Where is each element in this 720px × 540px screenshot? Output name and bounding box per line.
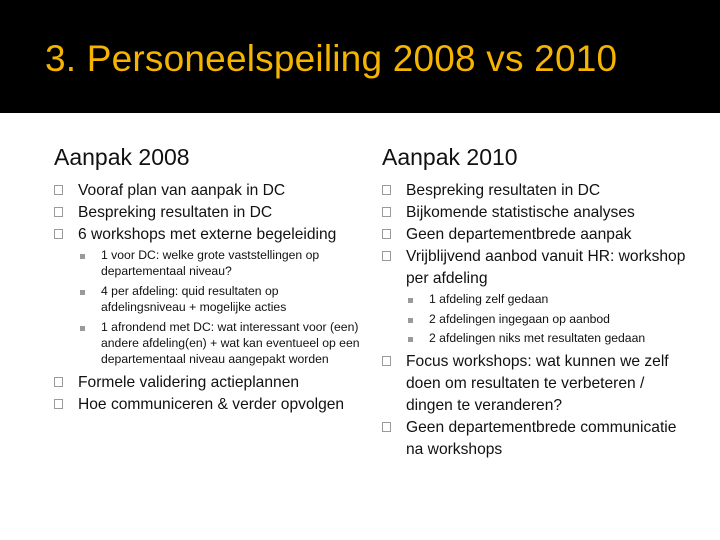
list-item xyxy=(382,180,692,202)
list-item xyxy=(382,202,692,224)
list-item xyxy=(54,394,364,416)
checkbox-bullet-icon xyxy=(54,377,63,387)
sub-list-item xyxy=(405,312,692,328)
column-heading-2010: Aanpak 2010 xyxy=(382,144,518,170)
square-bullet-icon xyxy=(408,318,413,323)
list-item-text: 6 workshops met externe begeleiding xyxy=(78,226,337,243)
slide-title: 3. Personeelspeiling 2008 vs 2010 xyxy=(45,38,618,79)
bullet-list-2008-continued xyxy=(54,372,364,416)
list-item xyxy=(382,351,692,417)
sub-list-item-text: 1 afdeling zelf gedaan xyxy=(429,292,549,306)
checkbox-bullet-icon xyxy=(54,185,63,195)
sub-list-item-text: 1 afrondend met DC: wat interessant voor (een) andere afdeling(en) + wat kan eventueel op een departementaal niveau aangepakt worden xyxy=(101,320,360,366)
checkbox-bullet-icon xyxy=(382,422,391,432)
list-item xyxy=(54,372,364,394)
checkbox-bullet-icon xyxy=(54,207,63,217)
checkbox-bullet-icon xyxy=(382,356,391,366)
checkbox-bullet-icon xyxy=(382,251,391,261)
column-heading-2008: Aanpak 2008 xyxy=(54,144,190,170)
list-item xyxy=(382,417,692,461)
list-item xyxy=(54,224,364,246)
title-bar xyxy=(0,0,720,113)
checkbox-bullet-icon xyxy=(382,207,391,217)
sub-list-item xyxy=(77,320,364,367)
list-item-text: Vooraf plan van aanpak in DC xyxy=(78,182,286,199)
checkbox-bullet-icon xyxy=(382,229,391,239)
checkbox-bullet-icon xyxy=(54,399,63,409)
sub-list-item-text: 2 afdelingen ingegaan op aanbod xyxy=(429,311,610,326)
list-item-text: Formele validering actieplannen xyxy=(78,374,300,392)
bullet-list-2008 xyxy=(54,180,364,246)
list-item-text: Focus workshops: wat kunnen we zelf doen om resultaten te verbeteren / dingen te veranderen? xyxy=(406,352,669,414)
square-bullet-icon xyxy=(80,254,85,259)
square-bullet-icon xyxy=(408,298,413,303)
list-item xyxy=(382,224,692,246)
checkbox-bullet-icon xyxy=(382,185,391,195)
checkbox-bullet-icon xyxy=(54,229,63,239)
list-item-text: Geen departementbrede communicatie na workshops xyxy=(406,418,677,458)
list-item-text: Bespreking resultaten in DC xyxy=(406,182,601,199)
sub-list-afdelingen xyxy=(405,292,692,347)
sub-list-workshops xyxy=(77,248,364,367)
sub-list-item xyxy=(405,331,692,347)
sub-list-item-text: 4 per afdeling: quid resultaten op afdelingsniveau + mogelijke acties xyxy=(101,284,287,314)
bullet-list-2010 xyxy=(382,180,692,290)
bullet-list-2010-continued xyxy=(382,351,692,461)
square-bullet-icon xyxy=(80,326,85,331)
list-item-text: Geen departementbrede aanpak xyxy=(406,226,632,243)
sub-list-item-text: 1 voor DC: welke grote vaststellingen op departementaal niveau? xyxy=(101,248,320,278)
list-item xyxy=(54,202,364,224)
list-item-text: Hoe communiceren & verder opvolgen xyxy=(78,396,345,414)
column-aanpak-2010 xyxy=(382,144,692,461)
list-item-text: Bespreking resultaten in DC xyxy=(78,204,273,221)
column-aanpak-2008 xyxy=(54,144,364,416)
list-item xyxy=(54,180,364,202)
list-item xyxy=(382,246,692,290)
list-item-text: Vrijblijvend aanbod vanuit HR: workshop per afdeling xyxy=(406,248,686,287)
sub-list-item xyxy=(77,284,364,315)
list-item-text: Bijkomende statistische analyses xyxy=(406,204,635,221)
sub-list-item xyxy=(77,248,364,279)
square-bullet-icon xyxy=(408,337,413,342)
sub-list-item-text: 2 afdelingen niks met resultaten gedaan xyxy=(429,331,646,346)
sub-list-item xyxy=(405,292,692,308)
square-bullet-icon xyxy=(80,290,85,295)
